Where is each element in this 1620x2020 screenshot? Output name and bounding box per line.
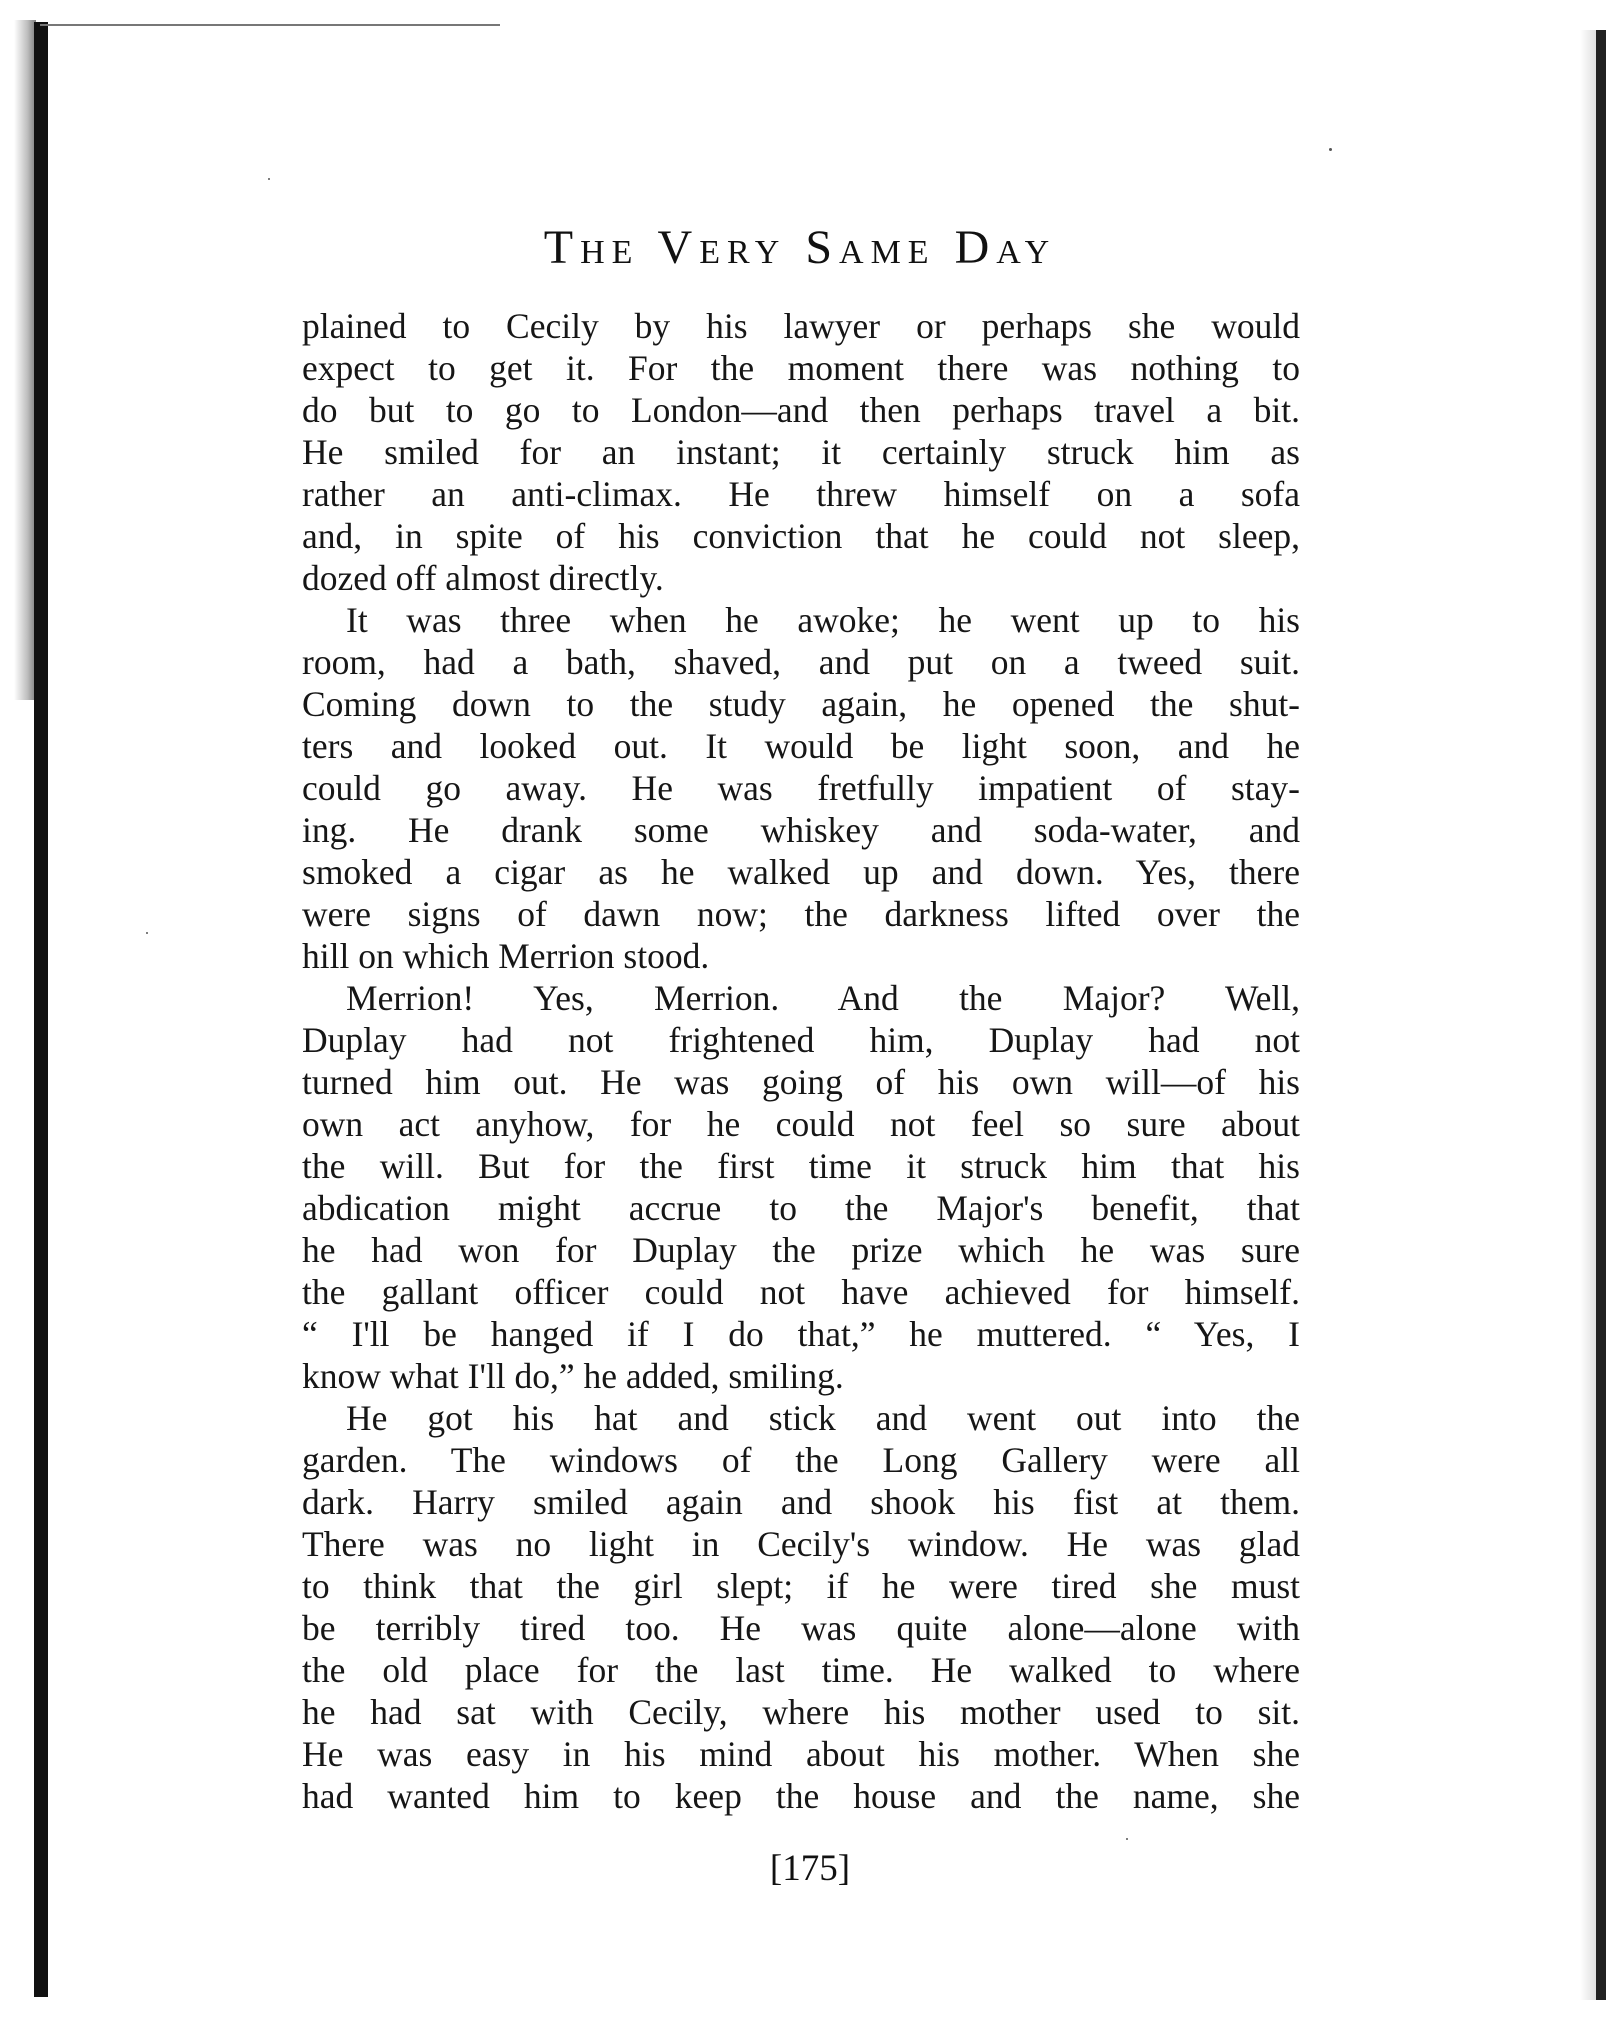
text-line: It was three when he awoke; he went up to his (346, 600, 1300, 640)
text-line: and, in spite of his conviction that he could not sleep, (302, 516, 1300, 556)
text-line: know what I'll do,” he added, smiling. (302, 1356, 844, 1396)
scan-speck (146, 932, 148, 934)
text-line: “ I'll be hanged if I do that,” he muttered. “ Yes, I (302, 1314, 1300, 1354)
scan-speck (1126, 1838, 1128, 1840)
text-line: he had won for Duplay the prize which he was sure (302, 1230, 1300, 1270)
text-line: be terribly tired too. He was quite alone—alone with (302, 1608, 1300, 1648)
text-line: smoked a cigar as he walked up and down. Yes, there (302, 852, 1300, 892)
text-line: were signs of dawn now; the darkness lifted over the (302, 894, 1300, 934)
text-line: garden. The windows of the Long Gallery were all (302, 1440, 1300, 1480)
text-line: He got his hat and stick and went out into the (346, 1398, 1300, 1438)
text-line: the gallant officer could not have achieved for himself. (302, 1272, 1300, 1312)
text-line: He smiled for an instant; it certainly struck him as (302, 432, 1300, 472)
text-line: turned him out. He was going of his own will—of his (302, 1062, 1300, 1102)
scan-speck (1329, 148, 1332, 151)
text-line: the will. But for the first time it struck him that his (302, 1146, 1300, 1186)
text-line: ing. He drank some whiskey and soda-water, and (302, 810, 1300, 850)
text-line: dark. Harry smiled again and shook his fist at them. (302, 1482, 1300, 1522)
text-line: abdication might accrue to the Major's benefit, that (302, 1188, 1300, 1228)
text-line: to think that the girl slept; if he were tired she must (302, 1566, 1300, 1606)
text-line: hill on which Merrion stood. (302, 936, 710, 976)
text-line: the old place for the last time. He walked to where (302, 1650, 1300, 1690)
text-line: expect to get it. For the moment there was nothing to (302, 348, 1300, 388)
text-line: Coming down to the study again, he opened the shut- (302, 684, 1300, 724)
scan-speck (268, 178, 270, 180)
page-number: [175] (769, 1848, 851, 1889)
text-line: do but to go to London—and then perhaps travel a bit. (302, 390, 1300, 430)
text-line: There was no light in Cecily's window. He was glad (302, 1524, 1300, 1564)
text-line: rather an anti-climax. He threw himself on a sofa (302, 474, 1300, 514)
text-line: Merrion! Yes, Merrion. And the Major? Well, (346, 978, 1300, 1018)
scan-edge-right (1596, 30, 1606, 2000)
scan-shadow-left (14, 20, 36, 700)
text-line: could go away. He was fretfully impatient of stay- (302, 768, 1300, 808)
text-line: had wanted him to keep the house and the name, she (302, 1776, 1300, 1816)
scan-edge-left (34, 22, 48, 1997)
running-head: The Very Same Day (543, 221, 1057, 274)
text-line: own act anyhow, for he could not feel so sure about (302, 1104, 1300, 1144)
scan-shadow-right (1580, 30, 1596, 2000)
scan-top-rule (40, 24, 500, 26)
text-line: room, had a bath, shaved, and put on a tweed suit. (302, 642, 1300, 682)
text-line: dozed off almost directly. (302, 558, 664, 598)
text-line: he had sat with Cecily, where his mother used to sit. (302, 1692, 1300, 1732)
text-line: plained to Cecily by his lawyer or perhaps she would (302, 306, 1300, 346)
text-line: Duplay had not frightened him, Duplay had not (302, 1020, 1300, 1060)
text-line: He was easy in his mind about his mother. When she (302, 1734, 1300, 1774)
body-text (302, 305, 1300, 1817)
text-line: ters and looked out. It would be light soon, and he (302, 726, 1300, 766)
